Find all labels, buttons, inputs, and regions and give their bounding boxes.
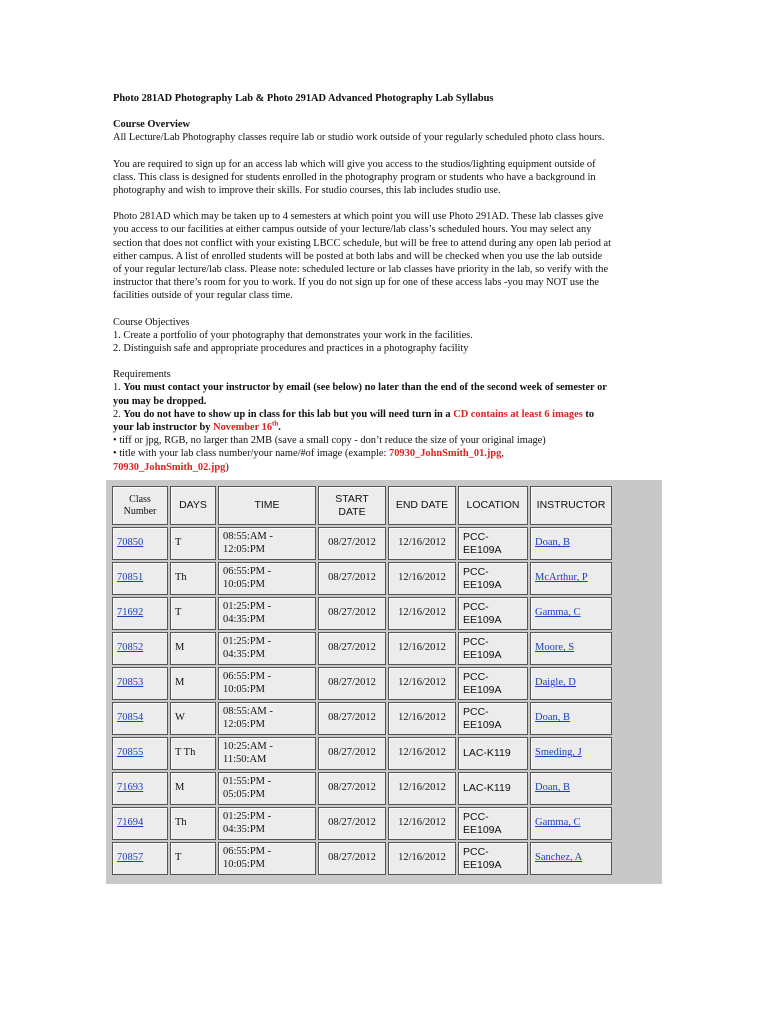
table-row — [112, 527, 612, 560]
bullet-file-title — [113, 447, 658, 460]
table-cell — [112, 527, 168, 560]
requirement-number: 1. — [113, 382, 124, 394]
cell-days: Th — [170, 562, 216, 595]
cell-location: LAC-K119 — [458, 737, 528, 770]
table-cell — [530, 527, 612, 560]
class-number-link[interactable]: 71693 — [117, 782, 144, 794]
syllabus-content — [113, 92, 658, 474]
bullet-end: ) — [225, 461, 229, 473]
cell-end-date: 12/16/2012 — [388, 632, 456, 665]
cell-end-date: 12/16/2012 — [388, 597, 456, 630]
table-row — [112, 597, 612, 630]
cell-start-date: 08/27/2012 — [318, 772, 386, 805]
text-line: class. This class is designed for students enrolled in the photography program or students who have a background in — [113, 171, 596, 183]
cell-time: 06:55:PM - 10:05:PM — [218, 667, 316, 700]
cell-location: PCC-EE109A — [458, 597, 528, 630]
table-cell — [112, 632, 168, 665]
requirement-1 — [113, 381, 658, 394]
class-number-link[interactable]: 70855 — [117, 747, 144, 759]
header-end-date: END DATE — [388, 486, 456, 525]
cell-start-date: 08/27/2012 — [318, 597, 386, 630]
requirement-2 — [113, 408, 658, 421]
table-cell — [112, 667, 168, 700]
table-cell — [530, 737, 612, 770]
example-filename-1: 70930_JohnSmith_01.jpg — [389, 448, 502, 460]
table-row — [112, 842, 612, 875]
text-line: facilities outside of your regular class time. — [113, 290, 293, 302]
instructor-link[interactable]: Gamma, C — [535, 607, 581, 619]
objective-item: 2. Distinguish safe and appropriate procedures and practices in a photography facility — [113, 343, 469, 355]
table-row — [112, 562, 612, 595]
overview-paragraph-3 — [113, 210, 658, 302]
table-cell — [112, 842, 168, 875]
requirements-section — [113, 368, 658, 474]
cell-location: PCC-EE109A — [458, 667, 528, 700]
text-line: of your regular lecture/lab class. Please note: scheduled lecture or lab classes have priority in the lab, so verify with the — [113, 264, 609, 276]
table-cell — [530, 702, 612, 735]
table-cell — [112, 562, 168, 595]
header-start-date: START DATE — [318, 486, 386, 525]
cell-days: M — [170, 667, 216, 700]
cell-days: T — [170, 842, 216, 875]
instructor-link[interactable]: Sanchez, A — [535, 852, 583, 864]
page-title: Photo 281AD Photography Lab & Photo 291AD Advanced Photography Lab Syllabus — [113, 93, 494, 104]
cell-time: 01:25:PM - 04:35:PM — [218, 632, 316, 665]
cell-location: PCC-EE109A — [458, 702, 528, 735]
instructor-link[interactable]: Doan, B — [535, 782, 570, 794]
cell-days: T — [170, 527, 216, 560]
class-number-link[interactable]: 70854 — [117, 712, 144, 724]
table-cell — [530, 562, 612, 595]
table-row — [112, 702, 612, 735]
class-number-link[interactable]: 70850 — [117, 537, 144, 549]
header-instructor: INSTRUCTOR — [530, 486, 612, 525]
due-date-suffix: th — [272, 419, 279, 428]
cell-end-date: 12/16/2012 — [388, 737, 456, 770]
objective-item: 1. Create a portfolio of your photography that demonstrates your work in the facilities. — [113, 329, 473, 341]
bullet-comma: , — [501, 448, 504, 460]
bullet-file-title-cont — [113, 461, 658, 474]
cell-start-date: 08/27/2012 — [318, 632, 386, 665]
requirement-1-cont — [113, 395, 658, 408]
instructor-link[interactable]: Smeding, J — [535, 747, 582, 759]
class-number-link[interactable]: 71694 — [117, 817, 144, 829]
header-location: LOCATION — [458, 486, 528, 525]
cell-start-date: 08/27/2012 — [318, 527, 386, 560]
cd-requirement-highlight: CD contains at least 6 images — [453, 408, 583, 420]
table-cell — [530, 807, 612, 840]
table-cell — [112, 702, 168, 735]
table-row — [112, 632, 612, 665]
overview-heading: Course Overview — [113, 119, 191, 131]
cell-start-date: 08/27/2012 — [318, 842, 386, 875]
text-line: section that does not conflict with your existing LBCC schedule, but will be free to attend during any open lab period at — [113, 237, 612, 249]
cell-start-date: 08/27/2012 — [318, 702, 386, 735]
cell-end-date: 12/16/2012 — [388, 842, 456, 875]
class-number-link[interactable]: 70857 — [117, 852, 144, 864]
objectives-heading: Course Objectives — [113, 316, 190, 328]
cell-days: T Th — [170, 737, 216, 770]
table-row — [112, 667, 612, 700]
requirement-text: . — [278, 422, 281, 434]
requirement-text: you may be dropped. — [113, 395, 207, 407]
cell-location: PCC-EE109A — [458, 527, 528, 560]
table-cell — [112, 807, 168, 840]
cell-days: M — [170, 632, 216, 665]
cell-time: 10:25:AM - 11:50:AM — [218, 737, 316, 770]
cell-start-date: 08/27/2012 — [318, 807, 386, 840]
table-cell — [112, 597, 168, 630]
schedule-table — [110, 484, 614, 877]
cell-time: 01:55:PM - 05:05:PM — [218, 772, 316, 805]
cell-start-date: 08/27/2012 — [318, 562, 386, 595]
bullet-text: • title with your lab class number/your name/#of image (example: — [113, 448, 390, 460]
class-number-link[interactable]: 71692 — [117, 607, 144, 619]
schedule-table-body — [112, 527, 612, 875]
table-cell — [530, 842, 612, 875]
instructor-link[interactable]: Moore, S — [535, 642, 575, 654]
text-line: photography and wish to improve their skills. For studio courses, this lab includes studio use. — [113, 185, 501, 197]
text-line: Photo 281AD which may be taken up to 4 semesters at which point you will use Photo 291AD. These lab classes give — [113, 211, 604, 223]
table-row — [112, 772, 612, 805]
cell-start-date: 08/27/2012 — [318, 737, 386, 770]
requirement-text: to — [582, 408, 595, 420]
cell-days: M — [170, 772, 216, 805]
class-number-link[interactable]: 70851 — [117, 572, 144, 584]
cell-location: PCC-EE109A — [458, 632, 528, 665]
cell-days: T — [170, 597, 216, 630]
cell-location: PCC-EE109A — [458, 807, 528, 840]
cell-time: 01:25:PM - 04:35:PM — [218, 807, 316, 840]
cell-end-date: 12/16/2012 — [388, 807, 456, 840]
class-number-link[interactable]: 70852 — [117, 642, 144, 654]
table-header-row — [112, 486, 612, 525]
text-line: You are required to sign up for an access lab which will give you access to the studios/lighting equipment outside of — [113, 158, 596, 170]
requirement-text: your lab instructor by — [113, 422, 214, 434]
requirement-text: You do not have to show up in class for this lab but you will need turn in a — [123, 408, 454, 420]
cell-location: LAC-K119 — [458, 772, 528, 805]
cell-location: PCC-EE109A — [458, 842, 528, 875]
cell-time: 06:55:PM - 10:05:PM — [218, 562, 316, 595]
requirement-text: You must contact your instructor by email (see below) no later than the end of the second week of semester or — [123, 382, 607, 394]
table-cell — [112, 737, 168, 770]
instructor-link[interactable]: Daigle, D — [535, 677, 576, 689]
instructor-link[interactable]: Gamma, C — [535, 817, 581, 829]
requirements-heading: Requirements — [113, 369, 171, 381]
header-time: TIME — [218, 486, 316, 525]
requirement-2-cont — [113, 421, 658, 434]
cell-end-date: 12/16/2012 — [388, 702, 456, 735]
cell-time: 01:25:PM - 04:35:PM — [218, 597, 316, 630]
table-row — [112, 737, 612, 770]
schedule-table-frame — [106, 480, 662, 884]
text-line: either campus. A list of enrolled students will be posted at both labs and will be checked when you use the lab outside — [113, 250, 603, 262]
table-cell — [112, 772, 168, 805]
instructor-link[interactable]: Doan, B — [535, 537, 570, 549]
cell-days: W — [170, 702, 216, 735]
example-filename-2: 70930_JohnSmith_02.jpg — [113, 461, 226, 473]
cell-start-date: 08/27/2012 — [318, 667, 386, 700]
due-date-highlight: November 16 — [213, 422, 273, 434]
overview-paragraph-2 — [113, 158, 658, 198]
text-line: you access to our facilities at either campus outside of your lecture/lab class’s scheduled hours. You may select any — [113, 224, 592, 236]
bullet-file-format: • tiff or jpg, RGB, no larger than 2MB (save a small copy - don’t reduce the size of your original image) — [113, 435, 546, 447]
table-cell — [530, 597, 612, 630]
cell-end-date: 12/16/2012 — [388, 562, 456, 595]
instructor-link[interactable]: McArthur, P — [535, 572, 588, 584]
cell-end-date: 12/16/2012 — [388, 667, 456, 700]
table-row — [112, 807, 612, 840]
table-cell — [530, 772, 612, 805]
cell-time: 06:55:PM - 10:05:PM — [218, 842, 316, 875]
requirement-number: 2. — [113, 408, 124, 420]
overview-intro: All Lecture/Lab Photography classes require lab or studio work outside of your regularly scheduled photo class hours. — [113, 132, 605, 144]
cell-time: 08:55:AM - 12:05:PM — [218, 527, 316, 560]
objectives-section — [113, 316, 658, 356]
cell-time: 08:55:AM - 12:05:PM — [218, 702, 316, 735]
text-line: instructor that there’s room for you to work. If you do not sign up for one of these access labs -you may NOT use the — [113, 277, 600, 289]
header-days: DAYS — [170, 486, 216, 525]
class-number-link[interactable]: 70853 — [117, 677, 144, 689]
instructor-link[interactable]: Doan, B — [535, 712, 570, 724]
cell-end-date: 12/16/2012 — [388, 527, 456, 560]
cell-location: PCC-EE109A — [458, 562, 528, 595]
cell-days: Th — [170, 807, 216, 840]
table-cell — [530, 667, 612, 700]
table-cell — [530, 632, 612, 665]
cell-end-date: 12/16/2012 — [388, 772, 456, 805]
header-class-number: Class Number — [112, 486, 168, 525]
